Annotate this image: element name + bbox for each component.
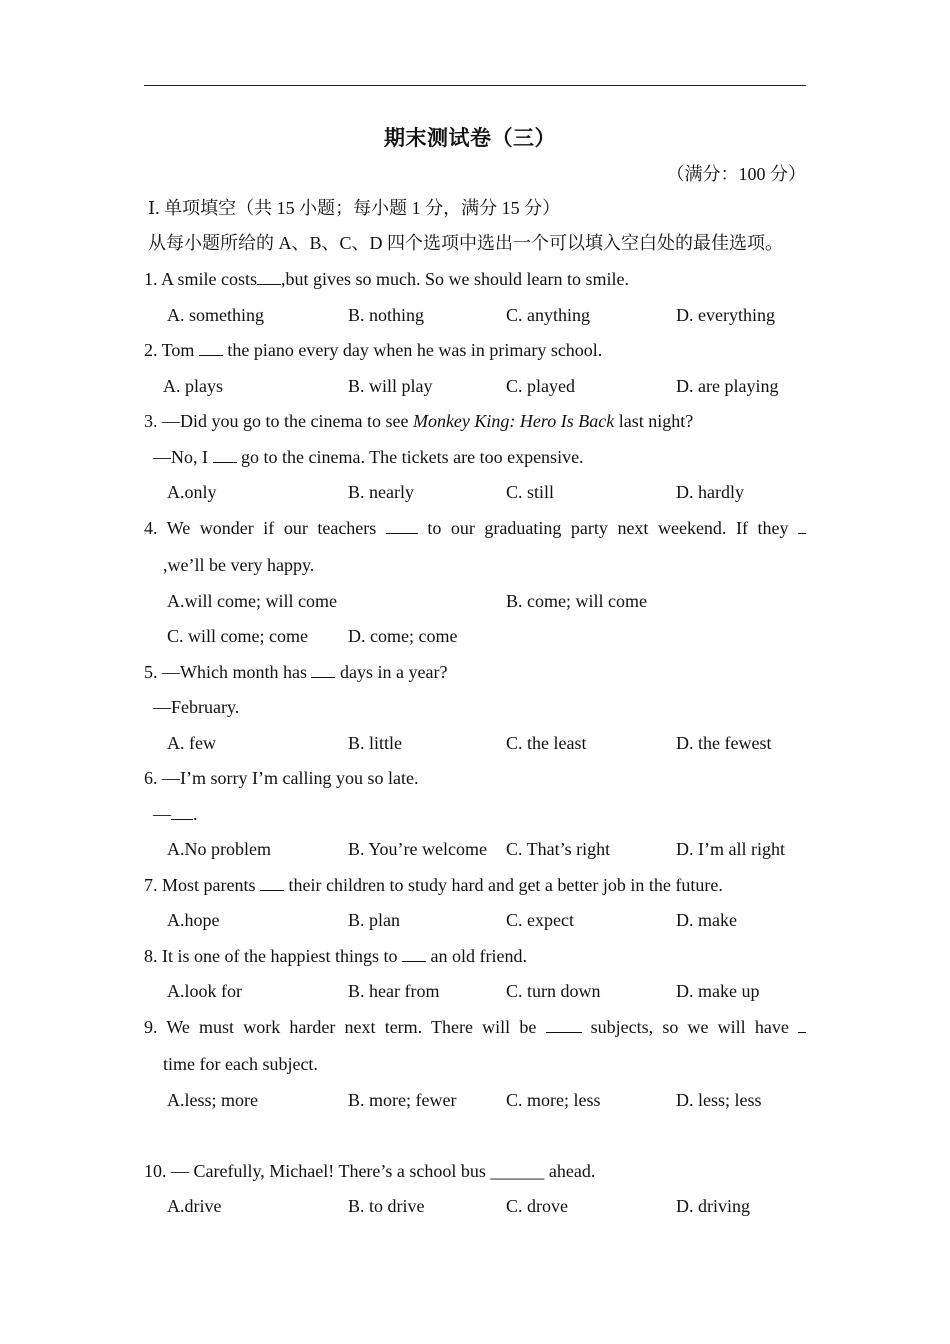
- q7-option-d: D. make: [676, 910, 737, 930]
- q3-option-d: D. hardly: [676, 482, 744, 502]
- q1-option-a: A. something: [167, 305, 264, 325]
- answer-blank: [798, 1016, 806, 1033]
- q7-option-b: B. plan: [348, 910, 400, 930]
- header-rule: [144, 85, 806, 86]
- q3-option-b: B. nearly: [348, 482, 414, 502]
- question-8: 8. It is one of the happiest things to an old friend.: [144, 946, 527, 966]
- q4-option-d: D. come; come: [348, 626, 458, 646]
- answer-blank: [402, 945, 426, 962]
- question-3-reply: —No, I go to the cinema. The tickets are too expensive.: [153, 447, 584, 467]
- section-instruction: 从每小题所给的 A、B、C、D 四个选项中选出一个可以填入空白处的最佳选项。: [148, 233, 784, 253]
- question-1: 1. A smile costs ,but gives so much. So we should learn to smile.: [144, 269, 629, 289]
- exam-title: 期末测试卷（三）: [384, 126, 556, 150]
- q3-option-c: C. still: [506, 482, 555, 502]
- question-5-reply: —February.: [153, 697, 240, 717]
- answer-blank: [171, 803, 193, 820]
- answer-blank: [546, 1016, 582, 1033]
- answer-blank: [213, 446, 237, 463]
- question-3: 3. —Did you go to the cinema to see Monkey King: Hero Is Back last night?: [144, 411, 694, 431]
- q2-option-d: D. are playing: [676, 376, 779, 396]
- question-4-cont: ,we’ll be very happy.: [163, 555, 315, 575]
- q5-option-c: C. the least: [506, 733, 587, 753]
- q2-option-b: B. will play: [348, 376, 433, 396]
- q6-option-b: B. You’re welcome: [348, 839, 487, 859]
- q9-option-c: C. more; less: [506, 1090, 601, 1110]
- q9-option-a: A.less; more: [167, 1090, 258, 1110]
- q1-option-d: D. everything: [676, 305, 775, 325]
- question-9-cont: time for each subject.: [163, 1054, 318, 1074]
- answer-blank: [798, 517, 806, 534]
- q5-option-d: D. the fewest: [676, 733, 772, 753]
- q10-option-c: C. drove: [506, 1196, 568, 1216]
- section-heading: Ⅰ. 单项填空（共 15 小题；每小题 1 分，满分 15 分）: [148, 198, 561, 218]
- full-score: （满分：100 分）: [666, 164, 806, 184]
- q5-option-a: A. few: [167, 733, 216, 753]
- q1-option-c: C. anything: [506, 305, 590, 325]
- q4-option-c: C. will come; come: [167, 626, 308, 646]
- question-5: 5. —Which month has days in a year?: [144, 662, 448, 682]
- q7-option-c: C. expect: [506, 910, 574, 930]
- movie-title: Monkey King: Hero Is Back: [412, 411, 615, 431]
- q8-option-a: A.look for: [167, 981, 242, 1001]
- q6-option-d: D. I’m all right: [676, 839, 785, 859]
- q7-option-a: A.hope: [167, 910, 220, 930]
- q8-option-c: C. turn down: [506, 981, 601, 1001]
- question-6-reply: — .: [153, 804, 198, 824]
- answer-blank: ______: [490, 1161, 545, 1181]
- q5-option-b: B. little: [348, 733, 402, 753]
- q10-option-d: D. driving: [676, 1196, 750, 1216]
- answer-blank: [311, 661, 335, 678]
- question-6: 6. —I’m sorry I’m calling you so late.: [144, 768, 419, 788]
- q9-option-b: B. more; fewer: [348, 1090, 457, 1110]
- q9-option-d: D. less; less: [676, 1090, 762, 1110]
- answer-blank: [260, 874, 284, 891]
- q4-option-a: A.will come; will come: [167, 591, 337, 611]
- answer-blank: [257, 268, 281, 285]
- q2-option-c: C. played: [506, 376, 575, 396]
- q6-option-c: C. That’s right: [506, 839, 611, 859]
- question-2: 2. Tom the piano every day when he was in primary school.: [144, 340, 603, 360]
- question-4: 4. We wonder if our teachers to our graduating party next weekend. If they: [144, 516, 806, 540]
- answer-blank: [199, 339, 223, 356]
- q8-option-b: B. hear from: [348, 981, 440, 1001]
- q10-option-b: B. to drive: [348, 1196, 425, 1216]
- question-9: 9. We must work harder next term. There will be subjects, so we will have: [144, 1015, 806, 1039]
- q1-option-b: B. nothing: [348, 305, 425, 325]
- question-7: 7. Most parents their children to study hard and get a better job in the future.: [144, 875, 723, 895]
- q8-option-d: D. make up: [676, 981, 760, 1001]
- q4-option-b: B. come; will come: [506, 591, 647, 611]
- q2-option-a: A. plays: [163, 376, 223, 396]
- q10-option-a: A.drive: [167, 1196, 222, 1216]
- answer-blank: [386, 517, 418, 534]
- q6-option-a: A.No problem: [167, 839, 271, 859]
- q3-option-a: A.only: [167, 482, 217, 502]
- question-10: 10. — Carefully, Michael! There’s a school bus ______ ahead.: [144, 1161, 596, 1181]
